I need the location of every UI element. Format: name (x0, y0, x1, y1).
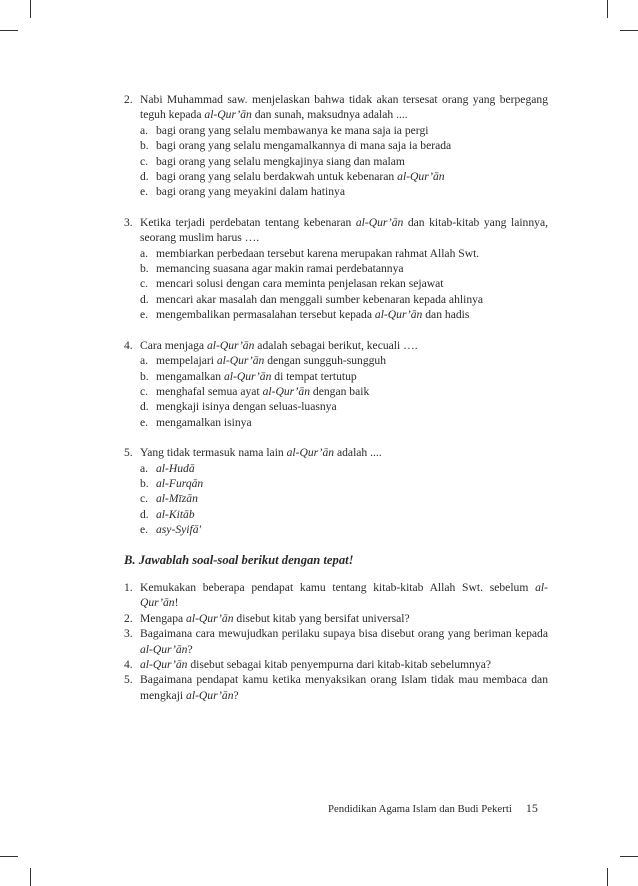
answer-option (140, 154, 548, 169)
text-run: Yang tidak termasuk nama lain (140, 446, 287, 460)
answer-option (140, 507, 548, 522)
option-text (156, 416, 252, 429)
option-text (156, 385, 369, 398)
crop-mark (607, 0, 608, 18)
question (124, 338, 548, 430)
text-run: Ketika terjadi perdebatan tentang kebenaran (140, 215, 356, 229)
question-stem (140, 445, 548, 460)
option-text (156, 185, 345, 198)
italic-term: al-Hudā (156, 461, 195, 475)
essay-question (124, 672, 548, 703)
answer-options (140, 461, 548, 538)
question-number: 4. (124, 658, 133, 671)
essay-question (124, 657, 548, 672)
text-run: disebut sebagai kitab penyempurna dari kitab-kitab sebelumnya? (187, 658, 492, 671)
option-letter: c. (140, 492, 149, 506)
option-letter: c. (140, 384, 149, 398)
answer-option (140, 415, 548, 430)
italic-term: al-Furqān (156, 476, 204, 490)
question-number: 3. (124, 215, 133, 229)
text-run: mengkaji isinya dengan seluas-luasnya (156, 400, 337, 414)
answer-option (140, 123, 548, 138)
text-run: ! (174, 596, 179, 610)
page-footer (328, 801, 538, 816)
option-letter: d. (140, 400, 149, 414)
text-run: Bagaimana cara mewujudkan perilaku supaya bisa disebut orang yang beriman kepada (140, 627, 548, 641)
option-letter: a. (140, 246, 149, 260)
question-stem (140, 92, 548, 123)
option-text (156, 155, 405, 168)
text-run: mempelajari (156, 354, 217, 368)
answer-option (140, 476, 548, 491)
italic-term: al-Qur’ān (186, 611, 234, 625)
text-run: ? (187, 642, 193, 656)
italic-term: al-Qur’ān (206, 338, 255, 352)
text-run: bagi orang yang selalu berdakwah untuk kebenaran (156, 170, 398, 184)
text-run: menghafal semua ayat (156, 384, 263, 398)
question-number: 1. (124, 580, 133, 594)
answer-option (140, 276, 548, 291)
book-title: Pendidikan Agama Islam dan Budi Pekerti (328, 803, 512, 815)
option-text (156, 139, 451, 152)
option-text (156, 277, 443, 290)
question-number: 2. (124, 611, 133, 625)
italic-term: al-Qur’ān (286, 446, 335, 460)
answer-option (140, 169, 548, 184)
option-text (156, 477, 203, 490)
text-run: mencari solusi dengan cara meminta penjelasan rekan sejawat (156, 277, 444, 291)
question-stem (140, 338, 548, 353)
crop-mark (30, 0, 31, 18)
text-run: mengamalkan (156, 369, 224, 383)
text-run: Mengapa (140, 611, 187, 625)
text-run: Cara menjaga (140, 338, 207, 352)
italic-term: al-Qur’ān (216, 354, 265, 368)
answer-option (140, 138, 548, 153)
answer-option (140, 461, 548, 476)
text-run: bagi orang yang selalu mengamalkannya di mana saja ia berada (156, 139, 452, 153)
option-letter: c. (140, 154, 149, 168)
question-number: 3. (124, 627, 133, 641)
text-run: bagi orang yang meyakini dalam hatinya (156, 185, 345, 199)
question-number: 2. (124, 93, 133, 106)
question-number: 4. (124, 338, 133, 352)
option-text (156, 293, 483, 306)
option-letter: b. (140, 369, 149, 383)
answer-option (140, 292, 548, 307)
answer-options (140, 353, 548, 430)
answer-options (140, 246, 548, 323)
question-number: 5. (124, 673, 133, 687)
italic-term: al-Qur’ān (397, 170, 445, 184)
text-run: disebut kitab yang bersifat universal? (233, 611, 410, 625)
italic-term: al-Qur’ān (140, 642, 188, 656)
italic-term: al-Qur’ān (204, 108, 252, 122)
italic-term: al-Mīzān (156, 492, 198, 506)
page-content (124, 92, 548, 703)
option-letter: d. (140, 170, 149, 184)
question-number: 5. (124, 446, 133, 460)
text-run: ? (233, 688, 239, 702)
option-letter: a. (140, 354, 149, 368)
option-text (156, 400, 337, 413)
crop-mark (620, 856, 638, 857)
answer-options (140, 123, 548, 200)
crop-mark (30, 868, 31, 886)
option-letter: e. (140, 185, 149, 199)
option-letter: e. (140, 308, 149, 322)
italic-term: al-Kitāb (156, 507, 195, 521)
text-run: Bagaimana pendapat kamu ketika menyaksikan orang Islam tidak mau membaca dan mengkaji (140, 673, 548, 702)
text-run: dan kitab-kitab yang lainnya, seorang muslim harus …. (140, 215, 548, 245)
question-text (140, 627, 548, 655)
answer-option (140, 522, 548, 537)
text-run: bagi orang yang selalu membawanya ke mana saja ia pergi (156, 123, 429, 137)
text-run: mengembalikan permasalahan tersebut kepada (156, 308, 375, 322)
option-letter: b. (140, 262, 149, 276)
option-text (156, 354, 386, 367)
answer-option (140, 261, 548, 276)
text-run: Nabi Muhammad saw. menjelaskan bahwa tidak akan tersesat orang yang berpegang teguh kepada (140, 93, 548, 122)
answer-option (140, 369, 548, 384)
option-letter: a. (140, 461, 149, 475)
text-run: di tempat tertutup (271, 369, 357, 383)
option-text (156, 492, 198, 505)
answer-option (140, 384, 548, 399)
question-text (140, 581, 548, 609)
option-letter: b. (140, 139, 149, 153)
question-text (140, 673, 548, 701)
essay-question (124, 626, 548, 657)
italic-term: al-Qur’ān (374, 308, 423, 322)
option-letter: c. (140, 277, 149, 291)
text-run: dan hadis (422, 308, 470, 322)
option-letter: d. (140, 507, 149, 521)
option-letter: b. (140, 476, 149, 490)
crop-mark (0, 30, 18, 31)
multiple-choice-questions (124, 92, 548, 538)
text-run: adalah sebagai berikut, kecuali …. (254, 338, 418, 352)
question (124, 215, 548, 323)
italic-term: al-Qur’ān (140, 580, 548, 610)
text-run: dengan sungguh-sungguh (264, 354, 387, 368)
option-letter: e. (140, 523, 149, 537)
answer-option (140, 184, 548, 199)
text-run: bagi orang yang selalu mengkajinya siang dan malam (156, 154, 405, 168)
essay-questions (124, 580, 548, 703)
answer-option (140, 307, 548, 322)
italic-term: al-Qur’ān (262, 384, 311, 398)
option-text (156, 523, 201, 536)
question-text (140, 658, 491, 671)
option-text (156, 508, 195, 521)
question (124, 92, 548, 200)
option-text (156, 370, 357, 383)
italic-term: al-Qur’ān (186, 688, 234, 702)
option-letter: e. (140, 415, 149, 429)
italic-term: al-Qur’ān (140, 658, 188, 671)
crop-mark (620, 30, 638, 31)
text-run: mengamalkan isinya (156, 415, 252, 429)
option-text (156, 247, 479, 260)
italic-term: al-Qur’ān (223, 369, 272, 383)
question-text (140, 612, 410, 625)
text-run: mencari akar masalah dan menggali sumber kebenaran kepada ahlinya (156, 292, 484, 306)
answer-option (140, 246, 548, 261)
question-stem (140, 215, 548, 246)
text-run: memancing suasana agar makin ramai perdebatannya (156, 262, 404, 276)
text-run: adalah .... (334, 446, 382, 460)
text-run: dan sunah, maksudnya adalah .... (251, 108, 408, 122)
option-letter: a. (140, 123, 149, 137)
option-text (156, 170, 445, 183)
answer-option (140, 399, 548, 414)
text-run: Kemukakan beberapa pendapat kamu tentang kitab-kitab Allah Swt. sebelum (140, 580, 536, 594)
essay-question (124, 611, 548, 626)
page-number: 15 (525, 801, 538, 815)
italic-term: asy-Syifā' (156, 523, 201, 537)
option-text (156, 308, 469, 321)
answer-option (140, 491, 548, 506)
essay-question (124, 580, 548, 611)
option-letter: d. (140, 292, 149, 306)
text-run: dengan baik (310, 384, 370, 398)
question (124, 445, 548, 537)
section-b-heading: B. Jawablah soal-soal berikut dengan tepat! (124, 552, 354, 567)
text-run: membiarkan perbedaan tersebut karena merupakan rahmat Allah Swt. (156, 246, 480, 260)
option-text (156, 124, 428, 137)
answer-option (140, 353, 548, 368)
crop-mark (607, 868, 608, 886)
crop-mark (0, 856, 18, 857)
italic-term: al-Qur’ān (355, 215, 404, 229)
option-text (156, 462, 195, 475)
option-text (156, 262, 404, 275)
